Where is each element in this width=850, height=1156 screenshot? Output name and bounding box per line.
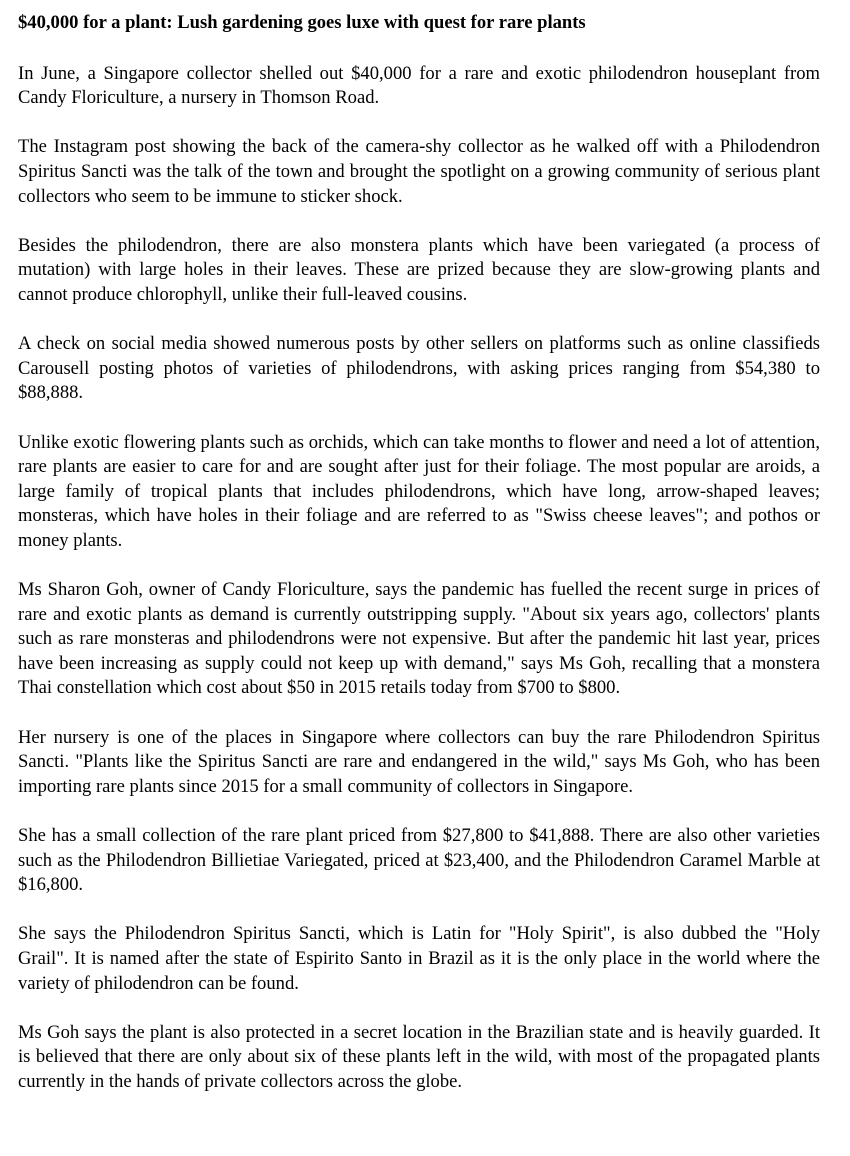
paragraph: A check on social media showed numerous posts by other sellers on platforms such as online classifieds Carousell posting photos of varieties of philodendrons, with asking prices ranging from $54,380 to $88,888. <box>18 333 820 404</box>
paragraph: Ms Sharon Goh, owner of Candy Floriculture, says the pandemic has fuelled the recent surge in prices of rare and exotic plants as demand is currently outstripping supply. "About six years ago, collectors' plants such as rare monsteras and philodendrons were not expensive. But after the pandemic hit last year, prices have been increasing as supply could not keep up with demand," says Ms Goh, recalling that a monstera Thai constellation which cost about $50 in 2015 retails today from $700 to $800. <box>18 579 820 699</box>
paragraph: She has a small collection of the rare plant priced from $27,800 to $41,888. There are also other varieties such as the Philodendron Billietiae Variegated, priced at $23,400, and the Philodendron Caramel Marble at $16,800. <box>18 825 820 896</box>
paragraph: The Instagram post showing the back of the camera-shy collector as he walked off with a Philodendron Spiritus Sancti was the talk of the town and brought the spotlight on a growing community of serious plant collectors who seem to be immune to sticker shock. <box>18 136 820 207</box>
article-title: $40,000 for a plant: Lush gardening goes luxe with quest for rare plants <box>18 12 586 33</box>
paragraph: In June, a Singapore collector shelled out $40,000 for a rare and exotic philodendron houseplant from Candy Floriculture, a nursery in Thomson Road. <box>18 62 820 109</box>
paragraph: Ms Goh says the plant is also protected in a secret location in the Brazilian state and is heavily guarded. It is believed that there are only about six of these plants left in the wild, with most of the propagated plants currently in the hands of private collectors across the globe. <box>18 1021 820 1092</box>
article <box>18 0 820 1095</box>
paragraph: Besides the philodendron, there are also monstera plants which have been variegated (a process of mutation) with large holes in their leaves. These are prized because they are slow-growing plants and cannot produce chlorophyll, unlike their full-leaved cousins. <box>18 234 820 305</box>
paragraph: Unlike exotic flowering plants such as orchids, which can take months to flower and need a lot of attention, rare plants are easier to care for and are sought after just for their foliage. The most popular are aroids, a large family of tropical plants that includes philodendrons, which have long, arrow-shaped leaves; monsteras, which have holes in their foliage and are referred to as "Swiss cheese leaves"; and pothos or money plants. <box>18 431 820 551</box>
paragraph: Her nursery is one of the places in Singapore where collectors can buy the rare Philodendron Spiritus Sancti. "Plants like the Spiritus Sancti are rare and endangered in the wild," says Ms Goh, who has been importing rare plants since 2015 for a small community of collectors in Singapore. <box>18 726 820 797</box>
paragraph: She says the Philodendron Spiritus Sancti, which is Latin for "Holy Spirit", is also dubbed the "Holy Grail". It is named after the state of Espirito Santo in Brazil as it is the only place in the world where the variety of philodendron can be found. <box>18 923 820 994</box>
